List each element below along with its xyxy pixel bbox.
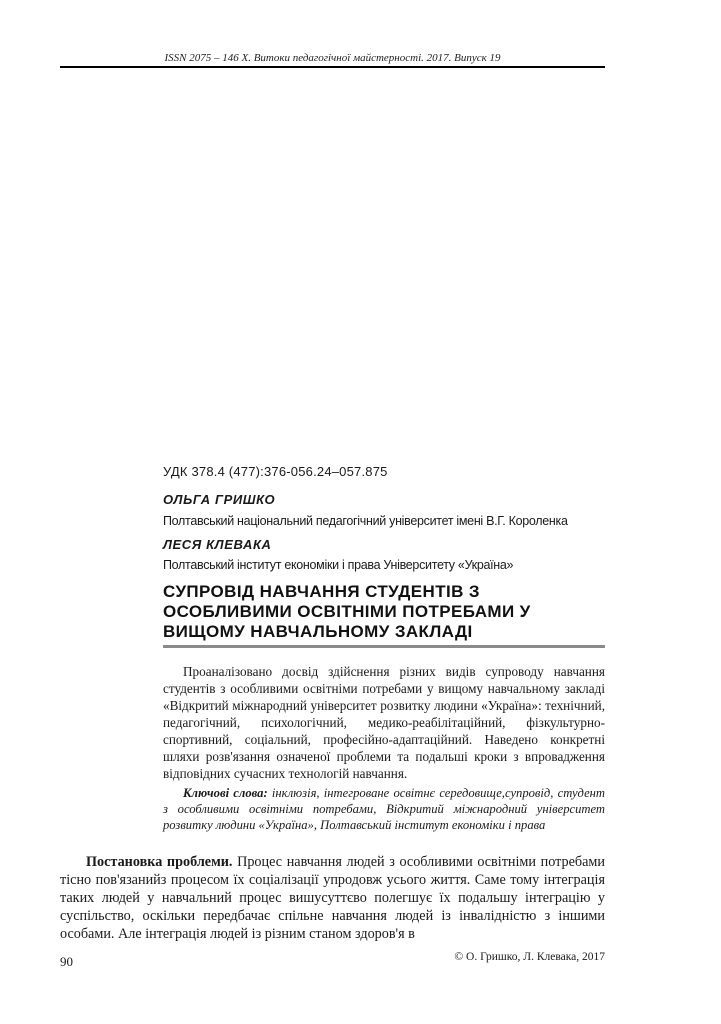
article-title: СУПРОВІД НАВЧАННЯ СТУДЕНТІВ З ОСОБЛИВИМИ ОСВІТНІМИ ПОТРЕБАМИ У ВИЩОМУ НАВЧАЛЬНОМУ ЗАКЛАДІ (163, 582, 531, 641)
author-name-2: ЛЕСЯ КЛЕВАКА (163, 537, 272, 552)
keywords-text: інклюзія, інтегроване освітнє середовище,супровід, студент з особливими освітніми потребами, Відкритий міжнародний університет розвитку людини «Україна», Полтавський інститут економіки і права (163, 786, 606, 832)
body-paragraph (60, 853, 605, 943)
author-name-1: ОЛЬГА ГРИШКО (163, 492, 276, 507)
copyright: © О. Гришко, Л. Клевака, 2017 (454, 951, 605, 963)
keywords-label: Ключові слова: (183, 786, 268, 800)
running-header: ISSN 2075 – 146 X. Витоки педагогічної майстерності. 2017. Випуск 19 (164, 52, 501, 64)
header-rule (60, 66, 605, 68)
abstract: Проаналізовано досвід здійснення різних видів супроводу навчання студентів з особливими освітніми потребами у вищому навчальному закладі «Відкритий міжнародний університет розвитку людини «Україна»: технічний, педагогічний, психологічний, медико-реабілітаційний, фізкультурно-спортивний, соціальний, професійно-адаптаційний. Наведено конкретні шляхи розв'язання означеної проблеми та подальші кроки з впровадження відповідних сучасних технологій навчання. (163, 664, 605, 781)
author-affiliation-1: Полтавський національний педагогічний університет імені В.Г. Короленка (163, 514, 568, 528)
udc-code: УДК 378.4 (477):376-056.24–057.875 (163, 464, 388, 479)
keywords (163, 785, 605, 833)
body-text: Процес навчання людей з особливими освітніми потребами тісно пов'язанийз процесом їх соціалізації упродовж усього життя. Саме тому інтеграція таких людей у навчальний процес вишусуттєво полегшує їх подальшу інтеграцію у суспільство, оскільки передбачає спільне навчання людей із інвалідністю з іншими особами. Але інтеграція людей із різним станом здоров'я в (60, 854, 605, 942)
author-affiliation-2: Полтавський інститут економіки і права Університету «Україна» (163, 558, 514, 572)
title-rule (163, 645, 605, 648)
page-number: 90 (60, 954, 73, 969)
section-lead: Постановка проблеми. (86, 854, 233, 870)
